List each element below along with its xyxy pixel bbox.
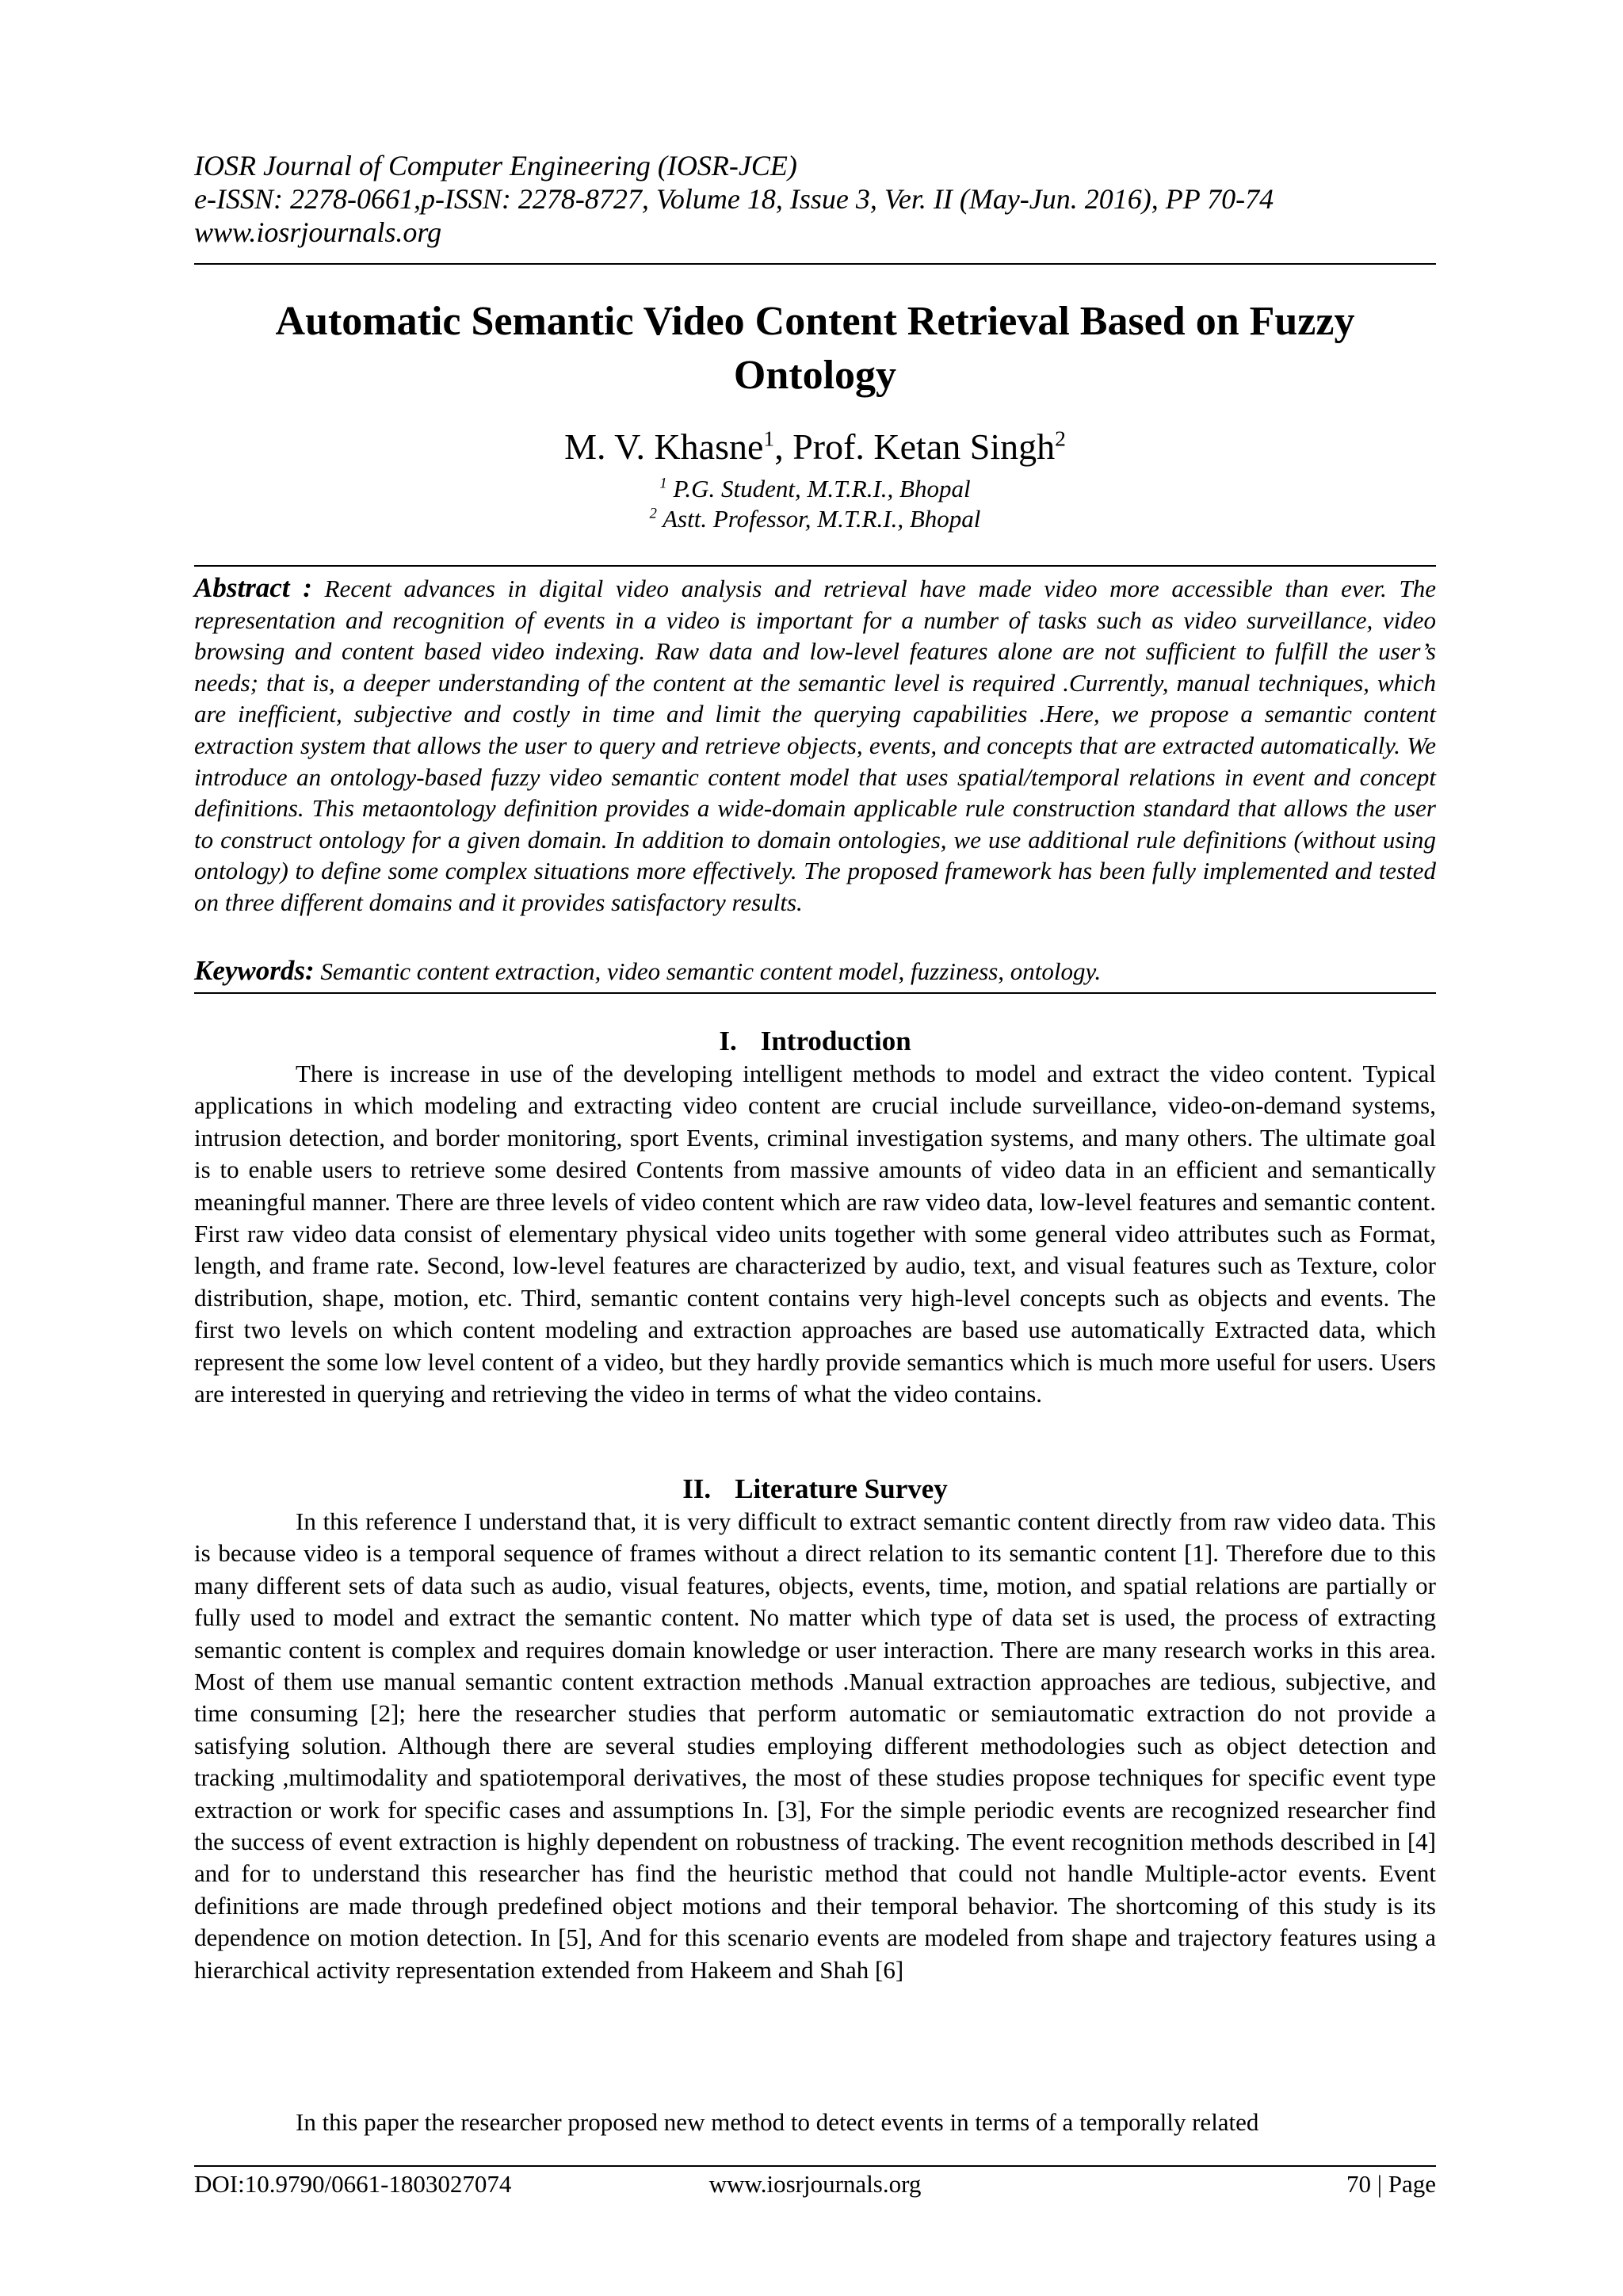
author-list	[194, 424, 1436, 470]
header-rule	[194, 263, 1436, 265]
section-title: Literature Survey	[735, 1473, 948, 1504]
author-name: M. V. Khasne	[564, 426, 764, 467]
journal-issn: e-ISSN: 2278-0661,p-ISSN: 2278-8727, Volume 18, Issue 3, Ver. II (May-Jun. 2016), PP 70-74	[194, 183, 1274, 215]
footer-page-number: 70 | Page	[1346, 2170, 1436, 2198]
footer-website: www.iosrjournals.org	[708, 2170, 922, 2198]
affiliation	[194, 504, 1436, 534]
journal-header	[194, 149, 1436, 249]
affil-marker: 1	[659, 475, 667, 492]
section-heading	[194, 1025, 1436, 1058]
author-separator: ,	[774, 426, 793, 467]
journal-website: www.iosrjournals.org	[194, 216, 442, 248]
affil-text: P.G. Student, M.T.R.I., Bhopal	[666, 475, 971, 502]
footer-rule	[194, 2165, 1436, 2167]
section-number: I.	[719, 1026, 737, 1056]
paragraph: There is increase in use of the developing intelligent methods to model and extract the video content. Typical applications in which modeling and extracting video content are crucial include surveillance, video-on-demand systems, intrusion detection, and border monitoring, sport Events, criminal investigation systems, and many others. The ultimate goal is to enable users to retrieve some desired Contents from massive amounts of video data in an efficient and semantically meaningful manner. There are three levels of video content which are raw video data, low-level features and semantic content. First raw video data consist of elementary physical video units together with some general video attributes such as Format, length, and frame rate. Second, low-level features are characterized by audio, text, and visual features such as Texture, color distribution, shape, motion, etc. Third, semantic content contains very high-level concepts such as objects and events. The first two levels on which content modeling and extraction approaches are based use automatically Extracted data, which represent the some low level content of a video, but they hardly provide semantics which is much more useful for users. Users are interested in querying and retrieving the video in terms of what the video contains.	[194, 1060, 1436, 1408]
author-affil-marker: 2	[1055, 426, 1066, 451]
affil-text: Astt. Professor, M.T.R.I., Bhopal	[656, 505, 981, 533]
paragraph: In this paper the researcher proposed new method to detect events in terms of a temporally related	[296, 2108, 1259, 2136]
section-title: Introduction	[760, 1026, 911, 1056]
footer-doi: DOI:10.9790/0661-1803027074	[194, 2170, 512, 2198]
abstract-text: Recent advances in digital video analysis and retrieval have made video more accessible than ever. The representation and recognition of events in a video is important for a number of tasks such as video surveillance, video browsing and content based video indexing. Raw data and low-level features alone are not sufficient to fulfill the user’s needs; that is, a deeper understanding of the content at the semantic level is required .Currently, manual techniques, which are inefficient, subjective and costly in time and limit the querying capabilities .Here, we propose a semantic content extraction system that allows the user to query and retrieve objects, events, and concepts that are extracted automatically. We introduce an ontology-based fuzzy video semantic content model that uses spatial/temporal relations in event and concept definitions. This metaontology definition provides a wide-domain applicable rule construction standard that allows the user to construct ontology for a given domain. In addition to domain ontologies, we use additional rule definitions (without using ontology) to define some complex situations more effectively. The proposed framework has been fully implemented and tested on three different domains and it provides satisfactory results.	[194, 575, 1436, 916]
abstract-label: Abstract :	[194, 572, 312, 603]
paper-title: Automatic Semantic Video Content Retrieval Based on Fuzzy Ontology	[275, 299, 1355, 398]
section-number: II.	[682, 1473, 712, 1504]
keywords-text: Semantic content extraction, video semantic content model, fuzziness, ontology.	[314, 957, 1102, 985]
paragraph: In this reference I understand that, it is very difficult to extract semantic content directly from raw video data. This is because video is a temporal sequence of frames without a direct relation to its semantic content [1]. Therefore due to this many different sets of data such as audio, visual features, objects, events, time, motion, and spatial relations are partially or fully used to model and extract the semantic content. No matter which type of data set is used, the process of extracting semantic content is complex and requires domain knowledge or user interaction. There are many research works in this area. Most of them use manual semantic content extraction methods .Manual extraction approaches are tedious, subjective, and time consuming [2]; here the researcher studies that perform automatic or semiautomatic extraction do not provide a satisfying solution. Although there are several studies employing different methodologies such as object detection and tracking ,multimodality and spatiotemporal derivatives, the most of these studies propose techniques for specific event type extraction or work for specific cases and assumptions In. [3], For the simple periodic events are recognized researcher find the success of event extraction is highly dependent on robustness of tracking. The event recognition methods described in [4] and for to understand this researcher has find the heuristic method that could not handle Multiple-actor events. Event definitions are made through predefined object motions and their temporal behavior. The shortcoming of this study is its dependence on motion detection. In [5], And for this scenario events are modeled from shape and trajectory features using a hierarchical activity representation extended from Hakeem and Shah [6]	[194, 1507, 1436, 1984]
abstract-bottom-rule	[194, 992, 1436, 994]
affil-marker: 2	[649, 505, 657, 522]
keywords-label: Keywords:	[194, 955, 315, 986]
journal-name: IOSR Journal of Computer Engineering (IOSR-JCE)	[194, 150, 797, 181]
keywords	[194, 955, 1436, 988]
section-heading	[194, 1473, 1436, 1506]
affiliation	[194, 474, 1436, 504]
abstract	[194, 572, 1436, 919]
author-affil-marker: 1	[763, 426, 775, 451]
author-name: Prof. Ketan Singh	[792, 426, 1056, 467]
abstract-top-rule	[194, 565, 1436, 567]
